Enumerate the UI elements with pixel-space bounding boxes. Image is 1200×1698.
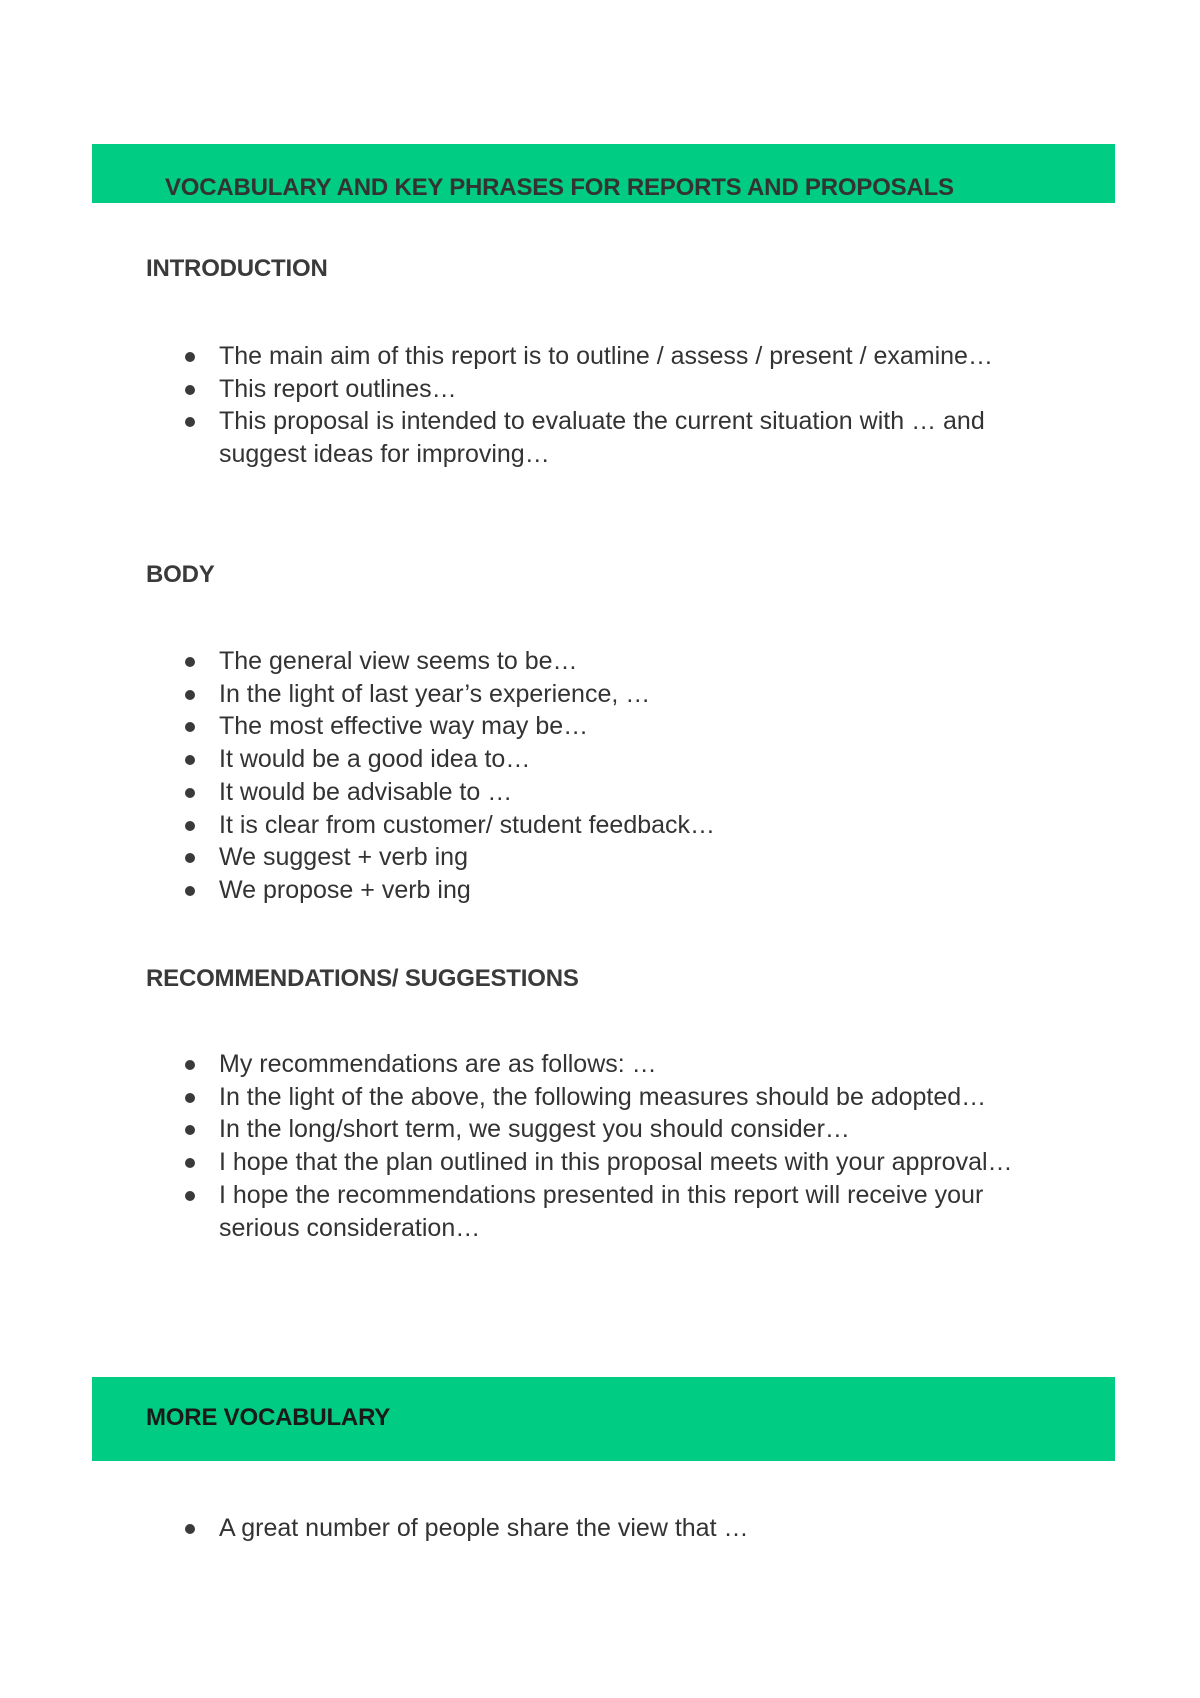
list-item-text: We propose + verb ing (219, 875, 471, 904)
list-item-text: It would be advisable to … (219, 777, 513, 806)
title-banner (92, 144, 1115, 203)
list-item-text: I hope the recommendations presented in this report will receive your serious consideration… (219, 1180, 984, 1242)
list-item-text: This proposal is intended to evaluate the current situation with … and suggest ideas for improving… (219, 407, 985, 469)
bullet-icon (185, 417, 195, 427)
list-item-text: My recommendations are as follows: … (219, 1050, 657, 1078)
list-item (0, 1081, 1039, 1114)
list-item-text: The most effective way may be… (219, 712, 589, 741)
bullet-icon (185, 1191, 195, 1201)
list-item-text: It is clear from customer/ student feedback… (219, 810, 716, 839)
list-item-text: In the light of the above, the following measures should be adopted… (219, 1082, 987, 1111)
body-list (0, 645, 1039, 907)
list-item (0, 1146, 1039, 1179)
list-item-text: We suggest + verb ing (219, 843, 468, 872)
list-item (0, 678, 1039, 711)
list-item (0, 1048, 1039, 1081)
list-item (0, 373, 1039, 406)
bullet-icon (185, 385, 195, 395)
bullet-icon (185, 755, 195, 765)
bullet-icon (185, 1093, 195, 1103)
more-vocabulary-list (0, 1512, 1039, 1545)
list-item-text: In the light of last year’s experience, … (219, 679, 651, 708)
bullet-icon (185, 352, 195, 362)
introduction-list (0, 340, 1039, 471)
bullet-icon (185, 1524, 195, 1534)
list-item-text: A great number of people share the view that … (219, 1514, 749, 1542)
list-item-text: The main aim of this report is to outline / assess / present / examine… (219, 342, 993, 370)
bullet-icon (185, 1125, 195, 1135)
list-item (0, 1179, 1039, 1244)
bullet-icon (185, 788, 195, 798)
list-item (0, 776, 1039, 809)
recommendations-list (0, 1048, 1039, 1244)
list-item-text: In the long/short term, we suggest you should consider… (219, 1115, 850, 1144)
list-item (0, 645, 1039, 678)
bullet-icon (185, 886, 195, 896)
bullet-icon (185, 1060, 195, 1070)
list-item (0, 809, 1039, 842)
bullet-icon (185, 1158, 195, 1168)
list-item (0, 405, 1039, 470)
bullet-icon (185, 722, 195, 732)
list-item (0, 841, 1039, 874)
list-item (0, 1113, 1039, 1146)
list-item (0, 710, 1039, 743)
list-item (0, 874, 1039, 907)
section-heading-body: BODY (146, 561, 215, 588)
bullet-icon (185, 821, 195, 831)
list-item (0, 340, 1039, 373)
bullet-icon (185, 657, 195, 667)
section-heading-introduction: INTRODUCTION (146, 255, 328, 282)
bullet-icon (185, 853, 195, 863)
list-item (0, 743, 1039, 776)
list-item (0, 1512, 1039, 1545)
more-vocabulary-banner (92, 1377, 1115, 1461)
section-heading-recommendations: RECOMMENDATIONS/ SUGGESTIONS (146, 965, 579, 992)
list-item-text: This report outlines… (219, 374, 457, 403)
bullet-icon (185, 690, 195, 700)
section-heading-more-vocabulary: MORE VOCABULARY (146, 1404, 391, 1431)
list-item-text: I hope that the plan outlined in this proposal meets with your approval… (219, 1148, 1013, 1177)
document-title: VOCABULARY AND KEY PHRASES FOR REPORTS AND PROPOSALS (165, 174, 954, 201)
list-item-text: It would be a good idea to… (219, 745, 531, 774)
list-item-text: The general view seems to be… (219, 647, 578, 675)
